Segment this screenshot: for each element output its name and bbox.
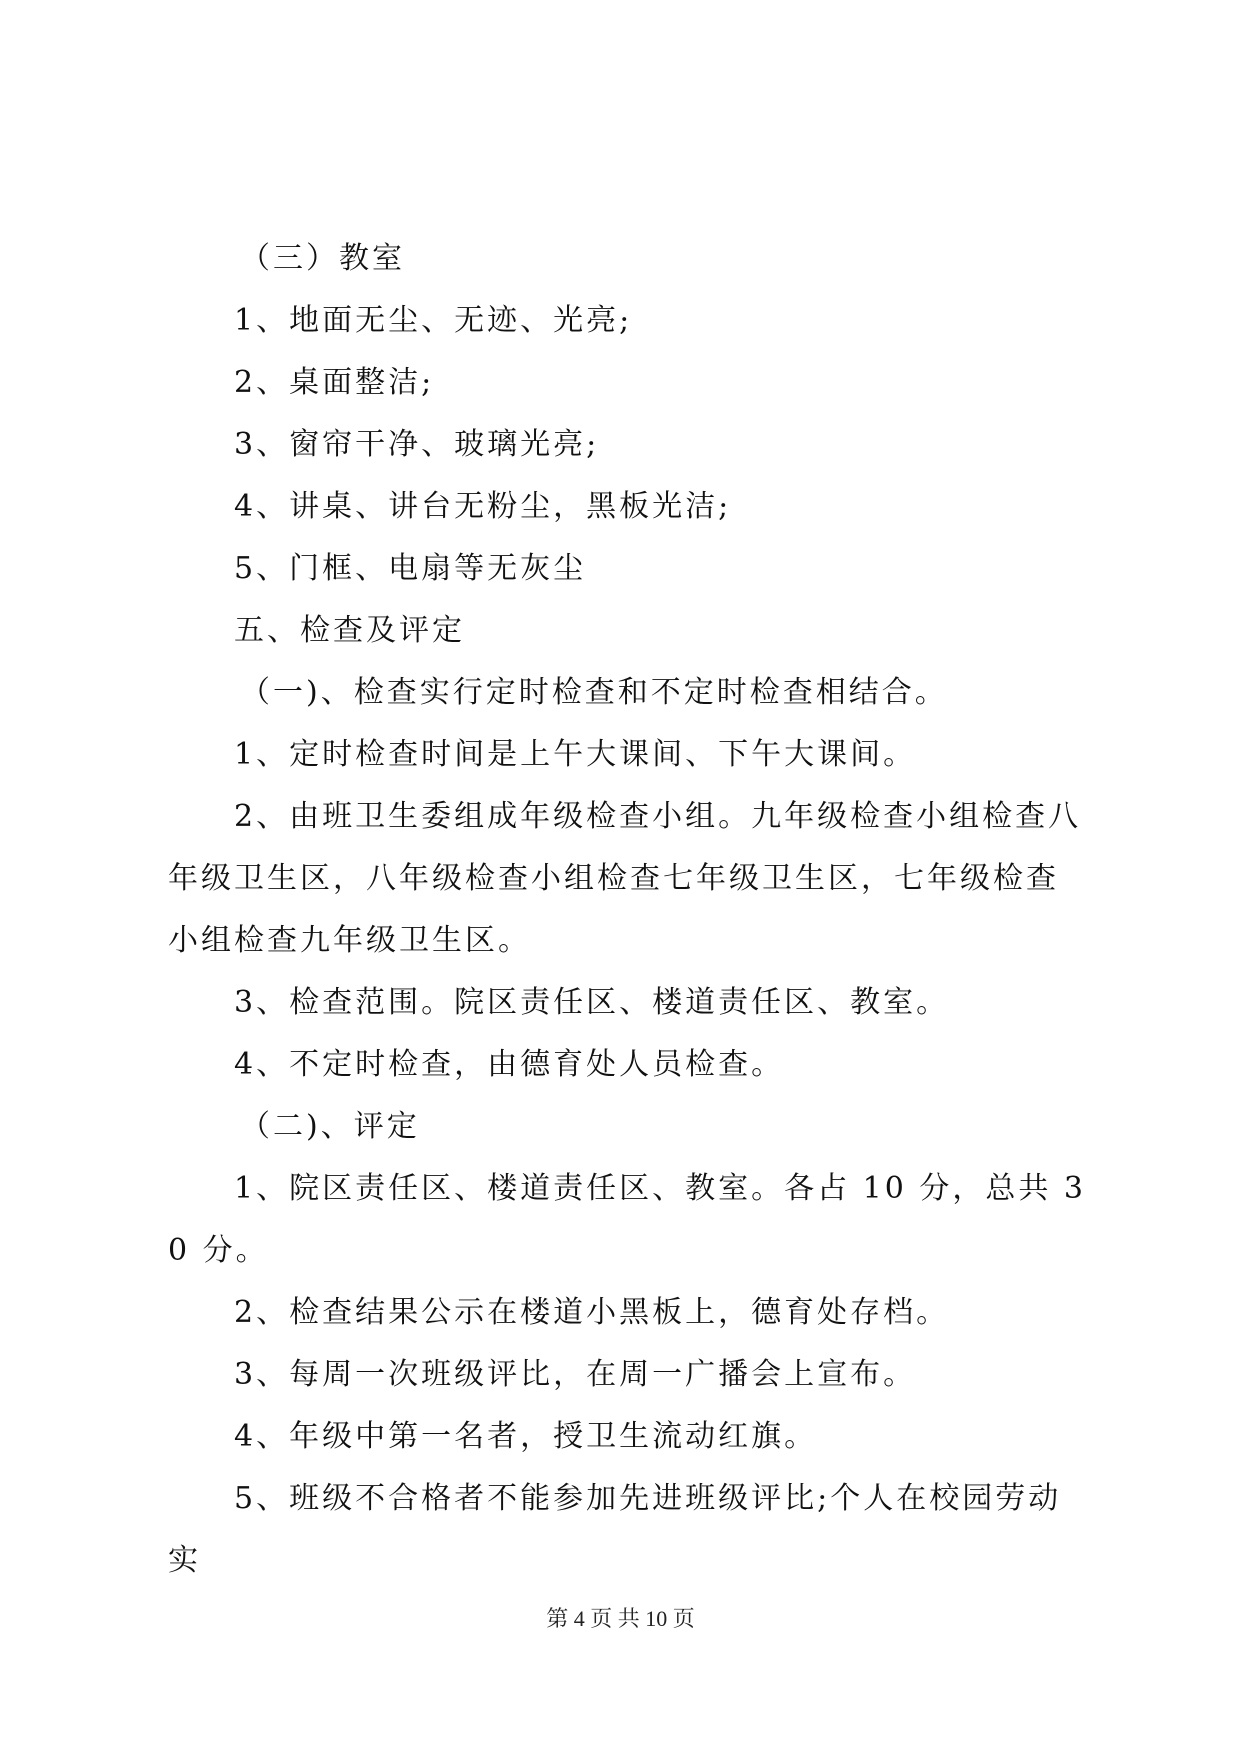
list-item: 1、院区责任区、楼道责任区、教室。各占 10 分，总共 30 分。 [168,1171,1086,1268]
list-item: 3、窗帘干净、玻璃光亮; [234,427,600,462]
document-body [168,228,1088,1592]
list-item: 5、班级不合格者不能参加先进班级评比;个人在校园劳动实 [168,1481,1062,1578]
list-item: 2、桌面整洁; [234,365,435,400]
section-heading-inspection: 五、检查及评定 [234,613,465,648]
page-footer: 第 4 页 共 10 页 [546,1606,695,1631]
list-item: 3、检查范围。院区责任区、楼道责任区、教室。 [234,985,950,1020]
list-item: 1、地面无尘、无迹、光亮; [234,303,633,338]
list-item: 4、讲桌、讲台无粉尘，黑板光洁; [234,489,732,524]
subsection-heading-timing: （一)、检查实行定时检查和不定时检查相结合。 [240,675,948,710]
list-item: 4、年级中第一名者，授卫生流动红旗。 [234,1419,818,1454]
list-item: 5、门框、电扇等无灰尘 [234,551,587,586]
list-item: 4、不定时检查，由德育处人员检查。 [234,1047,785,1082]
section-heading-classroom: （三）教室 [240,241,405,276]
list-item: 2、检查结果公示在楼道小黑板上，德育处存档。 [234,1295,950,1330]
list-item: 1、定时检查时间是上午大课间、下午大课间。 [234,737,917,772]
list-item: 3、每周一次班级评比，在周一广播会上宣布。 [234,1357,917,1392]
subsection-heading-evaluation: （二)、评定 [240,1109,420,1144]
list-item: 2、由班卫生委组成年级检查小组。九年级检查小组检查八年级卫生区，八年级检查小组检查七年级卫生区，七年级检查小组检查九年级卫生区。 [168,799,1082,958]
